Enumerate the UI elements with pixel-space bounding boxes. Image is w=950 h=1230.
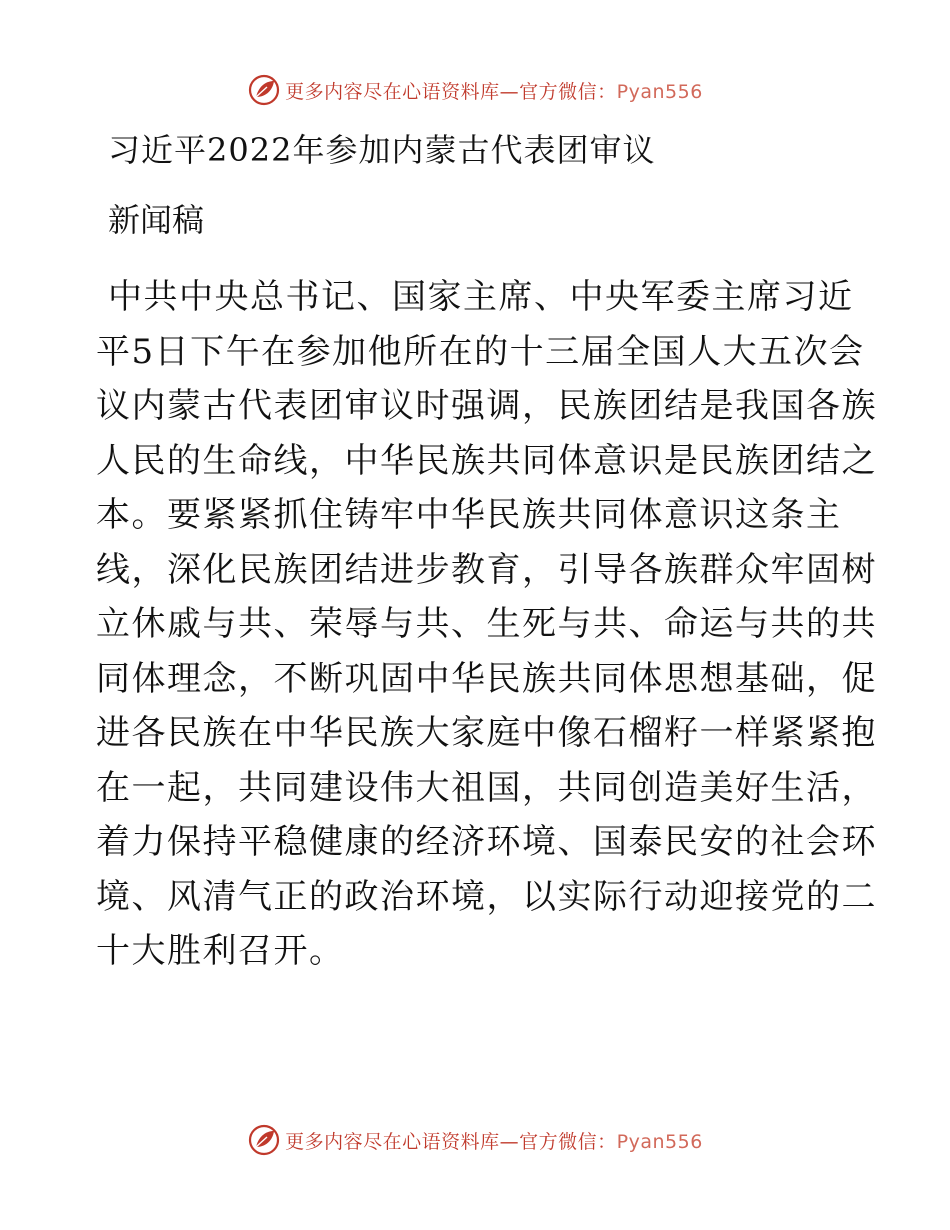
body-line: 议内蒙古代表团审议时强调，民族团结是我国各族: [96, 386, 877, 426]
watermark-handle: Pyan556: [616, 80, 703, 103]
body-line: 线，深化民族团结进步教育，引导各族群众牢固树: [96, 549, 877, 590]
document-body: [96, 270, 877, 979]
footer-watermark: [0, 1120, 950, 1160]
red-leaf-logo-icon: [247, 1123, 281, 1157]
document-title: 习近平2022年参加内蒙古代表团审议: [108, 131, 656, 169]
document-subtitle: 新闻稿: [108, 201, 205, 239]
watermark-handle: Pyan556: [616, 1130, 703, 1153]
body-line: 本。要紧紧抓住铸牢中华民族共同体意识这条主: [96, 495, 842, 535]
body-line: 境、风清气正的政治环境，以实际行动迎接党的二: [96, 876, 877, 917]
body-line: 中共中央总书记、国家主席、中央军委主席习近: [108, 277, 854, 317]
body-line: 在一起，共同建设伟大祖国，共同创造美好生活，: [96, 767, 877, 808]
body-line: 人民的生命线，中华民族共同体意识是民族团结之: [96, 440, 877, 481]
header-watermark: [0, 70, 950, 110]
watermark-text: 更多内容尽在心语资料库—官方微信：Pyan556: [285, 1130, 703, 1153]
body-line: 着力保持平稳健康的经济环境、国泰民安的社会环: [96, 822, 877, 862]
red-leaf-logo-icon: [247, 73, 281, 107]
body-line: 立休戚与共、荣辱与共、生死与共、命运与共的共: [96, 604, 877, 644]
body-line: 平5日下午在参加他所在的十三届全国人大五次会: [96, 331, 865, 372]
body-line: 进各民族在中华民族大家庭中像石榴籽一样紧紧抱: [96, 713, 877, 753]
body-line: 十大胜利召开。: [96, 931, 345, 971]
body-line: 同体理念，不断巩固中华民族共同体思想基础，促: [96, 658, 877, 699]
watermark-text: 更多内容尽在心语资料库—官方微信：Pyan556: [285, 80, 703, 103]
